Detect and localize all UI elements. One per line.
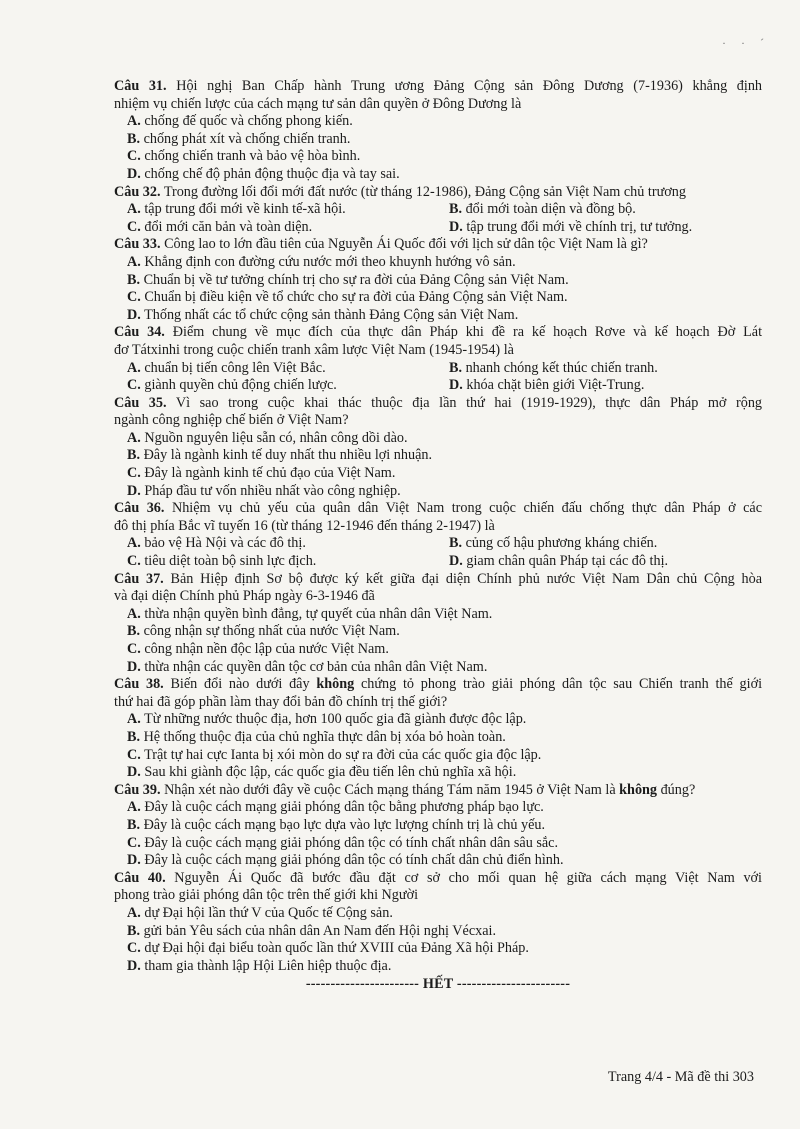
option-row <box>114 219 762 237</box>
question-number: Câu 36. <box>114 500 165 517</box>
option-d: D. Sau khi giành độc lập, các quốc gia đều tiến lên chủ nghĩa xã hội. <box>127 764 517 781</box>
question-stem-line: Câu 39. Nhận xét nào dưới đây về cuộc Cách mạng tháng Tám năm 1945 ở Việt Nam là không đúng? <box>114 781 696 798</box>
question-stem-line: nhiệm vụ chiến lược của cách mạng tư sản dân quyền ở Đông Dương là <box>114 95 522 112</box>
question-stem-line: ngành công nghiệp chế biến ở Việt Nam? <box>114 412 349 429</box>
option-c: C. giành quyền chủ động chiến lược. <box>127 377 337 394</box>
option-b: B. gửi bản Yêu sách của nhân dân An Nam đến Hội nghị Vécxai. <box>127 922 496 939</box>
option-d: D. khóa chặt biên giới Việt-Trung. <box>449 377 645 394</box>
question-stem-line: Câu 31. Hội nghị Ban Chấp hành Trung ương Đảng Cộng sản Đông Dương (7-1936) khẳng định <box>114 78 763 94</box>
question-36 <box>114 500 762 570</box>
scan-specks: · · ˊ <box>722 36 770 50</box>
question-number: Câu 35. <box>114 394 167 411</box>
option-b: B. chống phát xít và chống chiến tranh. <box>127 130 351 147</box>
question-number: Câu 39. <box>114 781 161 798</box>
question-number: Câu 40. <box>114 869 166 886</box>
option-c: C. Đây là cuộc cách mạng giải phóng dân tộc có tính chất nhân dân sâu sắc. <box>127 834 558 851</box>
option-b: B. Đây là ngành kinh tế duy nhất thu nhiều lợi nhuận. <box>127 447 433 464</box>
option-a: A. Khẳng định con đường cứu nước mới theo khuynh hướng vô sản. <box>127 253 516 270</box>
question-35 <box>114 395 762 501</box>
emphasis-negation: không <box>619 781 658 798</box>
option-d: D. Đây là cuộc cách mạng giải phóng dân tộc có tính chất dân chủ điển hình. <box>127 852 564 869</box>
option-row <box>114 201 762 219</box>
question-stem-line: Câu 35. Vì sao trong cuộc khai thác thuộc địa lần thứ hai (1919-1929), thực dân Pháp mở rộng <box>114 394 763 411</box>
option-row <box>114 553 762 571</box>
question-number: Câu 32. <box>114 183 161 200</box>
question-32 <box>114 184 762 237</box>
question-number: Câu 34. <box>114 324 165 341</box>
option-c: C. Chuẩn bị điều kiện về tổ chức cho sự ra đời của Đảng Cộng sản Việt Nam. <box>127 289 568 306</box>
option-b: B. củng cố hậu phương kháng chiến. <box>449 535 658 552</box>
option-d: D. tham gia thành lập Hội Liên hiệp thuộc địa. <box>127 957 392 974</box>
question-stem-line: Câu 33. Công lao to lớn đầu tiên của Nguyễn Ái Quốc đối với lịch sử dân tộc Việt Nam là gì? <box>114 236 648 253</box>
option-a: A. bảo vệ Hà Nội và các đô thị. <box>127 535 306 552</box>
question-40 <box>114 870 762 976</box>
option-c: C. công nhận nền độc lập của nước Việt Nam. <box>127 641 389 657</box>
exam-page <box>114 78 762 994</box>
question-33 <box>114 236 762 324</box>
emphasis-negation: không <box>316 676 355 693</box>
question-stem-line: Câu 34. Điểm chung về mục đích của thực dân Pháp khi đề ra kế hoạch Rơve và kế hoạch Đờ Lát <box>114 324 763 341</box>
question-39 <box>114 782 762 870</box>
option-a: A. Đây là cuộc cách mạng giải phóng dân tộc bằng phương pháp bạo lực. <box>127 799 544 816</box>
option-a: A. tập trung đổi mới về kinh tế-xã hội. <box>127 201 346 218</box>
option-row <box>114 360 762 378</box>
question-34 <box>114 324 762 394</box>
question-stem-line: và đại diện Chính phủ Pháp ngày 6-3-1946 đã <box>114 588 375 605</box>
option-a: A. chống đế quốc và chống phong kiến. <box>127 113 353 130</box>
option-c: C. Trật tự hai cực Ianta bị xói mòn do sự ra đời của các quốc gia độc lập. <box>127 746 542 763</box>
option-d: D. thừa nhận các quyền dân tộc cơ bản của nhân dân Việt Nam. <box>127 658 488 675</box>
option-d: D. chống chế độ phản động thuộc địa và tay sai. <box>127 165 400 182</box>
option-d: D. Pháp đầu tư vốn nhiều nhất vào công nghiệp. <box>127 482 401 499</box>
option-a: A. thừa nhận quyền bình đẳng, tự quyết của nhân dân Việt Nam. <box>127 605 493 622</box>
option-c: C. đổi mới căn bản và toàn diện. <box>127 218 313 235</box>
option-a: A. Nguồn nguyên liệu sẵn có, nhân công dồi dào. <box>127 429 408 446</box>
option-d: D. Thống nhất các tổ chức cộng sản thành Đảng Cộng sản Việt Nam. <box>127 306 519 323</box>
option-d: D. tập trung đổi mới về chính trị, tư tưởng. <box>449 218 693 235</box>
question-stem-line: đơ Tátxinhi trong cuộc chiến tranh xâm lược Việt Nam (1945-1954) là <box>114 341 514 358</box>
option-b: B. đổi mới toàn diện và đồng bộ. <box>449 201 636 218</box>
option-c: C. chống chiến tranh và bảo vệ hòa bình. <box>127 148 361 165</box>
question-stem-line: Câu 32. Trong đường lối đổi mới đất nước (từ tháng 12-1986), Đảng Cộng sản Việt Nam chủ trương <box>114 183 686 200</box>
question-31 <box>114 78 762 184</box>
end-of-exam-mark: ----------------------- HẾT ----------------------- <box>305 976 571 993</box>
question-stem-line: Câu 36. Nhiệm vụ chủ yếu của quân dân Việt Nam trong cuộc chiến đấu chống thực dân Pháp ở các <box>114 500 763 517</box>
option-a: A. Từ những nước thuộc địa, hơn 100 quốc gia đã giành được độc lập. <box>127 711 527 728</box>
option-b: B. Hệ thống thuộc địa của chủ nghĩa thực dân bị xóa bỏ hoàn toàn. <box>127 728 506 745</box>
question-38 <box>114 676 762 782</box>
option-c: C. tiêu diệt toàn bộ sinh lực địch. <box>127 553 317 570</box>
option-a: A. chuẩn bị tiến công lên Việt Bắc. <box>127 359 326 376</box>
option-a: A. dự Đại hội lần thứ V của Quốc tế Cộng sản. <box>127 904 393 921</box>
page-footer: Trang 4/4 - Mã đề thi 303 <box>607 1069 754 1085</box>
option-c: C. Đây là ngành kinh tế chủ đạo của Việt Nam. <box>127 465 396 482</box>
question-number: Câu 38. <box>114 676 164 693</box>
option-b: B. công nhận sự thống nhất của nước Việt Nam. <box>127 623 400 640</box>
question-stem-line: Câu 38. Biến đổi nào dưới đây không chứng tỏ phong trào giải phóng dân tộc sau Chiến tranh thế giới <box>114 676 763 693</box>
question-number: Câu 33. <box>114 236 161 253</box>
question-number: Câu 31. <box>114 78 167 94</box>
option-c: C. dự Đại hội đại biểu toàn quốc lần thứ XVIII của Đảng Xã hội Pháp. <box>127 940 529 957</box>
option-d: D. giam chân quân Pháp tại các đô thị. <box>449 553 669 570</box>
question-stem-line: Câu 40. Nguyễn Ái Quốc đã bước đầu đặt cơ sở cho mối quan hệ giữa cách mạng Việt Nam với <box>114 869 763 886</box>
question-stem-line: thứ hai đã góp phần làm thay đổi bản đồ chính trị thế giới? <box>114 693 448 710</box>
question-stem-line: Câu 37. Bản Hiệp định Sơ bộ được ký kết giữa đại diện Chính phủ nước Việt Nam Dân chủ Cộng hòa <box>114 570 763 587</box>
question-stem-line: đô thị phía Bắc vĩ tuyến 16 (từ tháng 12-1946 đến tháng 2-1947) là <box>114 517 495 534</box>
option-b: B. Chuẩn bị về tư tưởng chính trị cho sự ra đời của Đảng Cộng sản Việt Nam. <box>127 271 569 288</box>
option-b: B. nhanh chóng kết thúc chiến tranh. <box>449 359 658 376</box>
question-number: Câu 37. <box>114 570 164 587</box>
option-row <box>114 377 762 395</box>
option-b: B. Đây là cuộc cách mạng bạo lực dựa vào lực lượng chính trị là chủ yếu. <box>127 816 546 833</box>
option-row <box>114 535 762 553</box>
question-37 <box>114 571 762 677</box>
question-stem-line: phong trào giải phóng dân tộc trên thế giới khi Người <box>114 887 419 904</box>
